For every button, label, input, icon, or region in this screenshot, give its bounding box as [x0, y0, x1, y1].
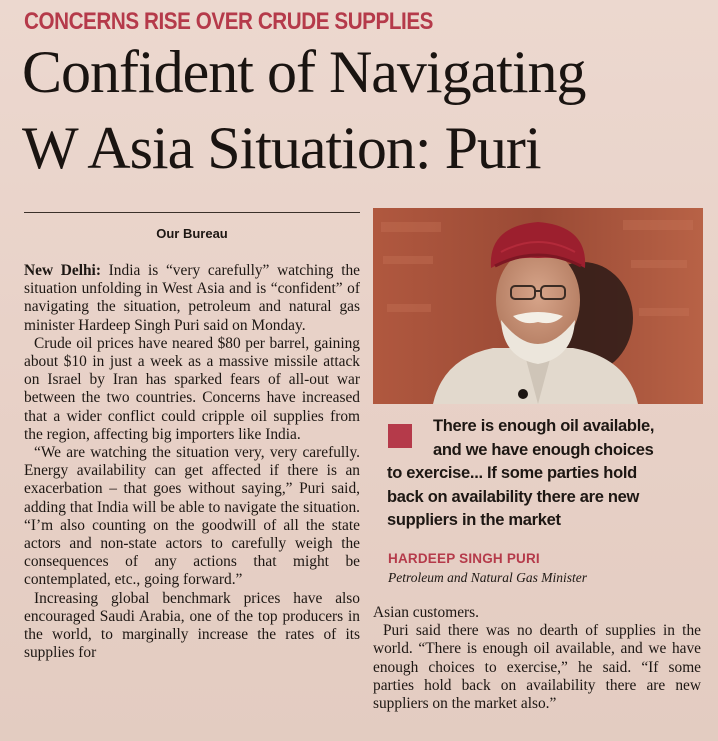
headline-line-2: W Asia Situation: Puri	[22, 115, 541, 181]
quote-attribution-role: Petroleum and Natural Gas Minister	[388, 570, 587, 585]
paragraph: Asian customers.	[373, 604, 480, 621]
dateline: New Delhi:	[24, 262, 101, 279]
pull-quote-line: and we have enough choices	[433, 440, 654, 459]
pull-quote-line: to exercise... If some parties hold	[387, 464, 637, 482]
paragraph: Puri said there was no dearth of supplies in the world. “There is enough oil available, and we have enough choices to exercise,” he said. “If some parties hold back on availability there are new suppliers on the market also.”	[373, 622, 701, 713]
minister-photo	[373, 208, 703, 404]
byline: Our Bureau	[156, 226, 228, 241]
headline-line-1: Confident of Navigating	[22, 39, 586, 105]
pull-quote-line: There is enough oil available,	[433, 417, 655, 435]
article-column-left	[24, 262, 360, 662]
byline-rule	[24, 212, 360, 213]
quote-attribution-name: HARDEEP SINGH PURI	[388, 551, 540, 566]
pull-quote	[387, 415, 705, 533]
paragraph: New Delhi: India is “very carefully” watching the situation unfolding in West Asia and is “confident” of navigating the situation, petroleum and natural gas minister Hardeep Singh Puri said on Monday.	[24, 262, 360, 334]
paragraph: Increasing global benchmark prices have also encouraged Saudi Arabia, one of the top producers in the world, to marginally increase the rates of its supplies for	[24, 589, 360, 662]
pull-quote-line: back on availability there are new	[387, 487, 640, 506]
portrait-illustration	[373, 208, 703, 404]
paragraph: Crude oil prices have neared $80 per barrel, gaining about $10 in just a week as a massive missile attack on Israel by Iran has sparked fears of all-out war between the two countries. Concerns have increased that a wider conflict could cripple oil supplies from the region, affecting big importers like India.	[24, 334, 360, 443]
pull-quote-line: suppliers in the market	[387, 511, 561, 529]
paragraph: “We are watching the situation very, very carefully. Energy availability can get affected if there is an exacerbation – that goes without saying,” Puri said, adding that India will be able to navigate the situation. “I’m also counting on the goodwill of all the state actors and non-state actors to carefully weigh the consequences of any actions that might be contemplated, etc., going forward.”	[24, 444, 360, 589]
kicker: CONCERNS RISE OVER CRUDE SUPPLIES	[24, 8, 434, 35]
article-column-right	[373, 604, 701, 713]
